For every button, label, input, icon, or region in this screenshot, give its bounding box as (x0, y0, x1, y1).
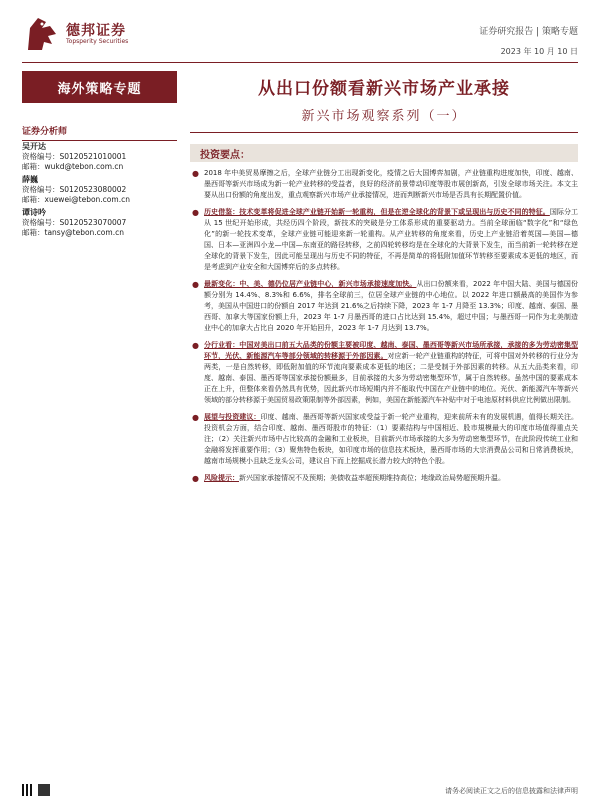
paragraph-highlight: 风险提示： (204, 474, 239, 482)
analyst-cert: 资格编号：S0120523070007 (22, 218, 127, 227)
paragraph-latest (190, 279, 578, 334)
analyst-email[interactable]: 邮箱：tansy@tebon.com.cn (22, 228, 124, 237)
analyst-email[interactable]: 邮箱：xuewei@tebon.com.cn (22, 195, 130, 204)
bullet-icon: ● (192, 341, 199, 350)
analyst-list (22, 142, 182, 241)
paragraph-risk (190, 473, 578, 484)
bullet-icon: ● (192, 208, 199, 217)
analyst-entry (22, 175, 182, 205)
bullet-icon: ● (192, 413, 199, 422)
report-subtitle: 新兴市场观察系列（一） (301, 109, 467, 124)
analyst-header: 证券分析师 (22, 124, 177, 141)
paragraph-intro (190, 168, 578, 201)
analyst-cert: 资格编号：S0120523080002 (22, 185, 127, 194)
report-type: 证券研究报告 | 策略专题 (479, 27, 578, 37)
paragraph-text: 国际分工从 15 世纪开始形成，共经历四个阶段，新技术的突破是分工体系形成的重要驱动力。当前全球面临“数字化”和“绿色化”的新一轮技术变革，全球产业链可能迎来新一轮重构。从产业转移的角度来看，历史上产业链沿着英国—美国—德国、日本—亚洲四小龙—中国—东南亚的路径转移，之前四轮转移均是在全球化的大背景下发生，而当前新一轮转移在逆全球化的背景下发生，因此可能呈现出与历史不同的特征，不再是简单的将低附加值环节转移至要素成本更低的地区，而是考虑到产业安全和大国博弈后的多点转移。 (204, 208, 579, 271)
analyst-name: 薛巍 (22, 175, 38, 184)
company-logo (22, 14, 62, 54)
paragraph-text: 印度、越南、墨西哥等新兴国家或受益于新一轮产业重构，迎来前所未有的发展机遇，值得长期关注。投资机会方面，结合印度、越南、墨西哥股市的特征：（1）要素结构与中国相近、股市規模最大的印度市场值得重点关注；（2）关注新兴市场中占比较高的金融和工业板块，目前新兴市场承接的大多为劳动密集型环节，在此阶段传统工业和金融将发挥重要作用；（3）聚焦特色板块，如印度市场的信息技术板块，墨西哥市场的大宗消费品公司和日常消费板块，越南市场规模小且缺乏龙头公司，建议自下而上挖掘成长潜力较大的特色个股。 (204, 413, 579, 465)
qr-code-icon (22, 784, 34, 796)
paragraph-text: 新兴国家承接情况不及预期；美债收益率超预期维持高位；地缘政治局势超预期升温。 (239, 474, 505, 482)
paragraph-highlight: 最新变化：中、美、德仍位居产业链中心，新兴市场承接速度加快。 (204, 280, 417, 288)
report-date: 2023 年 10 月 10 日 (500, 47, 578, 56)
header-divider (22, 62, 578, 63)
paragraph-text: 对应新一轮产业链重构的特征，可将中国对外转移的行业分为两类，一是自然转移，即低附加值的环节流向要素成本更低的地区；二是受制于外部因素的转移。从五大品类来看，印度、越南、泰国、墨西哥等国家承接份额最多，目前承接的大多为劳动密集型环节，属于自然转移。虽然中国的要素成本正在上升，但整体来看仍然具有优势，因此新兴市场短期内并不能取代中国在产业链中的地位。光伏、新能源汽车等新兴领域的部分转移源于美国贸易政策限制等外部因素，例如，美国在新能源汽车补贴中对于电池原材料供应比例做出限制。 (204, 352, 578, 404)
logo-text-cn: 德邦证券 (66, 23, 126, 39)
bullet-icon: ● (192, 280, 199, 289)
analyst-cert: 资格编号：S0120521010001 (22, 152, 127, 161)
analyst-email[interactable]: 邮箱：wukd@tebon.com.cn (22, 162, 124, 171)
page-footer (0, 780, 600, 800)
analyst-name: 谭诗吟 (22, 208, 46, 217)
analyst-entry (22, 208, 182, 238)
paragraph-history (190, 207, 578, 273)
paragraph-highlight: 展望与投资建议： (204, 413, 261, 421)
analyst-entry (22, 142, 182, 172)
bullet-icon: ● (192, 169, 199, 178)
paragraph-industry (190, 340, 578, 406)
logo-text-en: Topsperity Securities (66, 38, 129, 45)
analyst-name: 吴开达 (22, 142, 46, 151)
paragraph-text: 从出口份额来看，2022 年中国大陆、美国与德国份额分别为 14.4%、8.3%和 6.6%，排名全球前三，位居全球产业链的中心地位。以 2022 年进口额最高的美国作为参考，美国从中国进口的份额自 2017 年达到 21.6%之后持续下降，2023 年 1-7 月降至 13.3%；印度、越南、泰国、墨西哥、加拿大等国家份额上升，2023 年 1-7 月墨西哥的进口占比达到 15.4%，超过中国；与墨西哥一同作为北美制造业中心的加拿大占比自 2020 年开始回升，2023 年 1-7 月达到 13.7%。 (204, 280, 578, 332)
report-title: 从出口份额看新兴市场产业承接 (258, 79, 510, 99)
paragraph-text: 2018 年中美贸易摩擦之后，全球产业链分工出现新变化，疫情之后大国博弈加剧，产业链重构进度加快，印度、越南、墨西哥等新兴市场成为新一轮产业转移的受益者，良好的经济前景带动印度等股市展创新高，引发全球市场关注。本文主要从出口份额的角度出发，重点观察新兴市场产业承接情况，进而判断新兴市场是否具有长期配置价值。 (204, 169, 578, 199)
key-points-label: 投资要点： (200, 150, 250, 161)
paragraph-highlight: 分行业看：中国对美出口前五大品类的份额主要被印度、越南、泰国、墨西哥等新兴市场所承接，承接的多为劳动密集型环节，光伏、新能源汽车等部分领域的转移源于外部因素。 (204, 341, 578, 360)
disclaimer-text: 请务必阅读正文之后的信息披露和法律声明 (445, 787, 578, 795)
bullet-icon: ● (192, 474, 199, 483)
paragraph-highlight: 历史借鉴：技术变革将促进全球产业链开始新一轮重构，但是在逆全球化的背景下或呈现出与历史不同的特征。 (204, 208, 550, 216)
paragraph-outlook (190, 412, 578, 467)
report-body (190, 168, 578, 490)
report-category: 海外策略专题 (22, 71, 177, 103)
qr-code-icon (38, 784, 50, 796)
title-divider (190, 132, 578, 133)
